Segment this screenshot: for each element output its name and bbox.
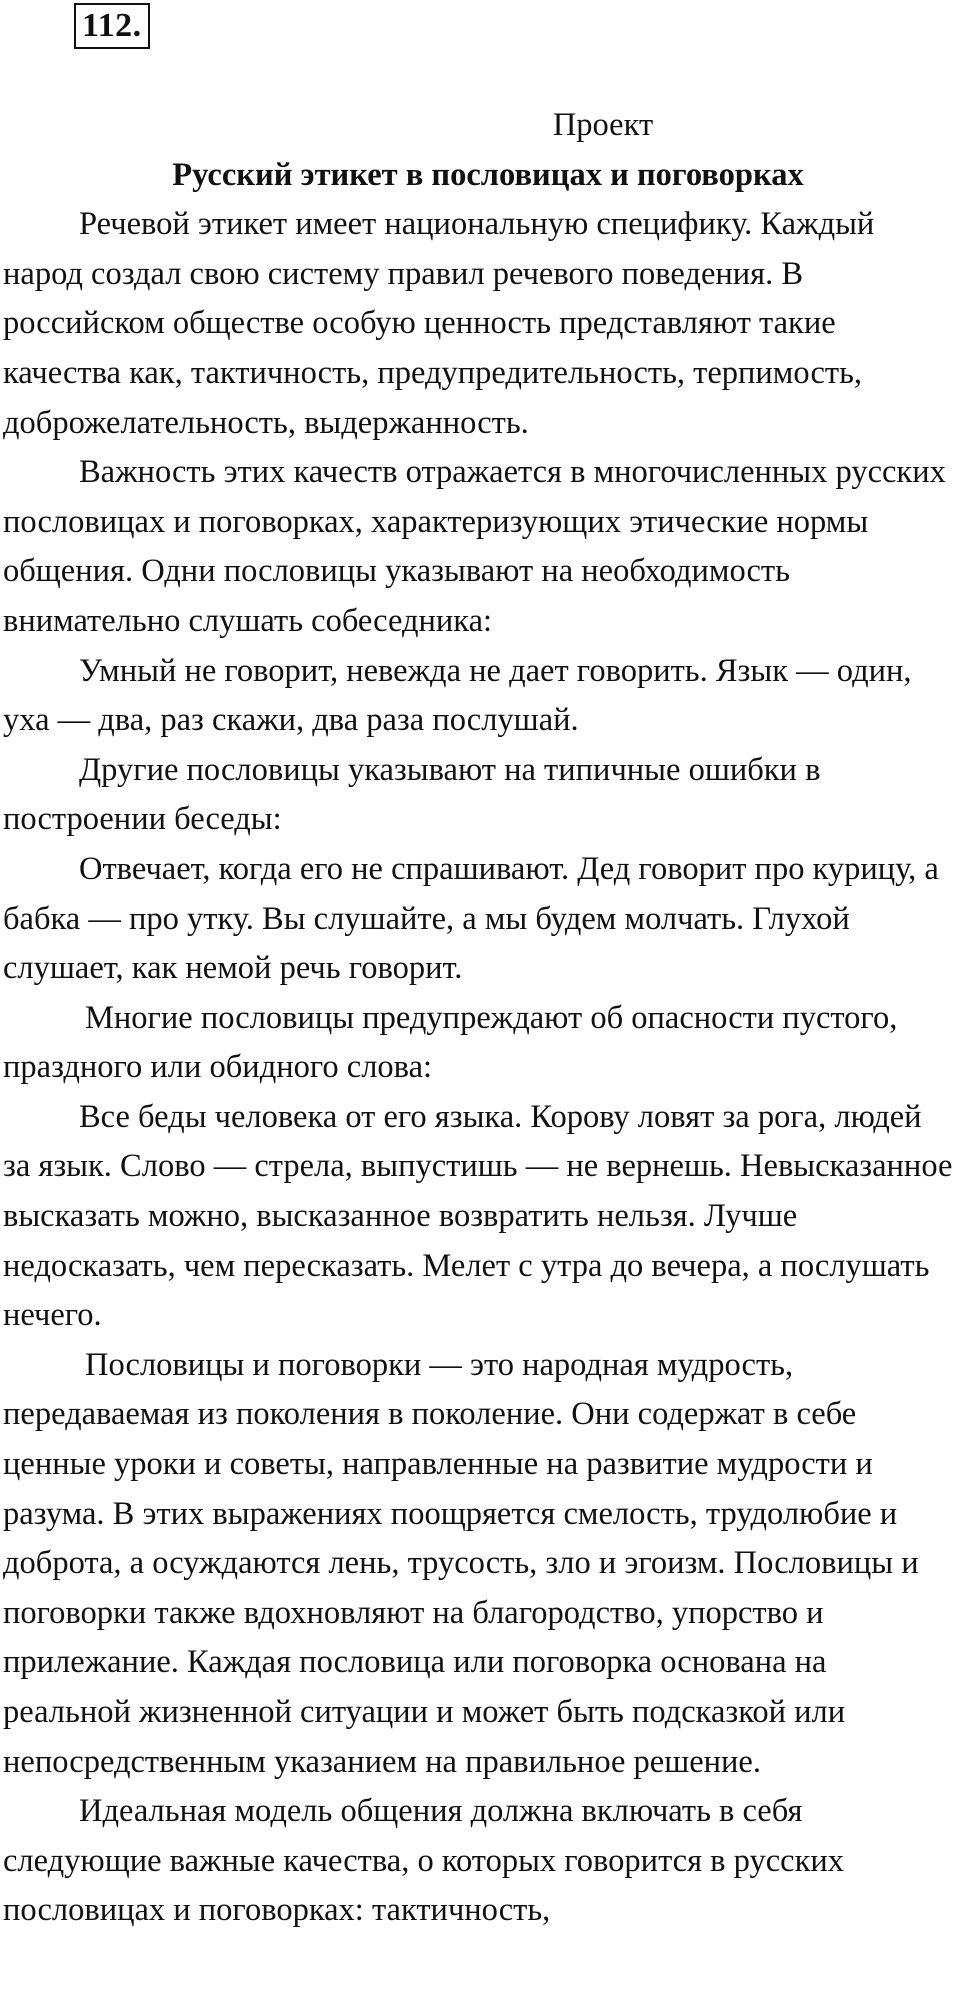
document-label: Проект xyxy=(552,107,654,143)
paragraph-proverbs-listening: Умный не говорит, невежда не дает говорить. Язык — один, уха — два, раз скажи, два раза послушай. xyxy=(3,652,912,739)
paragraph-typical-errors: Другие пословицы указывают на типичные ошибки в построении беседы: xyxy=(3,751,821,838)
paragraph-ideal-model: Идеальная модель общения должна включать в себя следующие важные качества, о которых говорится в русских пословицах и поговорках: тактичность, xyxy=(3,1793,845,1929)
paragraph-warnings: Многие пословицы предупреждают об опасности пустого, праздного или обидного слова: xyxy=(3,999,898,1086)
document-title: Русский этикет в пословицах и поговорках xyxy=(172,156,804,193)
task-number-box: 112. xyxy=(74,3,150,49)
paragraph-proverbs-errors: Отвечает, когда его не спрашивают. Дед говорит про курицу, а бабка — про утку. Вы слушайте, а мы будем молчать. Глухой слушает, как немой речь говорит. xyxy=(3,850,939,987)
paragraph-qualities: Важность этих качеств отражается в многочисленных русских пословицах и поговорках, характеризующих этические нормы общения. Одни пословицы указывают на необходимость внимательно слушать собеседника: xyxy=(3,454,946,639)
paragraph-folk-wisdom: Пословицы и поговорки — это народная мудрость, передаваемая из поколения в поколение. Они содержат в себе ценные уроки и советы, направленные на развитие мудрости и разума. В этих выражениях поощряется смелость, трудолюбие и доброта, а осуждаются лень, трусость, зло и эгоизм. Пословицы и поговорки также вдохновляют на благородство, упорство и прилежание. Каждая пословица или поговорка основана на реальной жизненной ситуации и может быть подсказкой или непосредственным указанием на правильное решение. xyxy=(3,1346,919,1780)
paragraph-proverbs-words: Все беды человека от его языка. Корову ловят за рога, людей за язык. Слово — стрела, выпустишь — не вернешь. Невысказанное высказать можно, высказанное возвратить нельзя. Лучше недосказать, чем пересказать. Мелет с утра до вечера, а послушать нечего. xyxy=(3,1098,953,1334)
paragraph-intro: Речевой этикет имеет национальную специфику. Каждый народ создал свою систему правил речевого поведения. В российском обществе особую ценность представляют такие качества как, тактичность, предупредительность, терпимость, доброжелательность, выдержанность. xyxy=(3,206,875,441)
document-body xyxy=(3,101,953,1936)
